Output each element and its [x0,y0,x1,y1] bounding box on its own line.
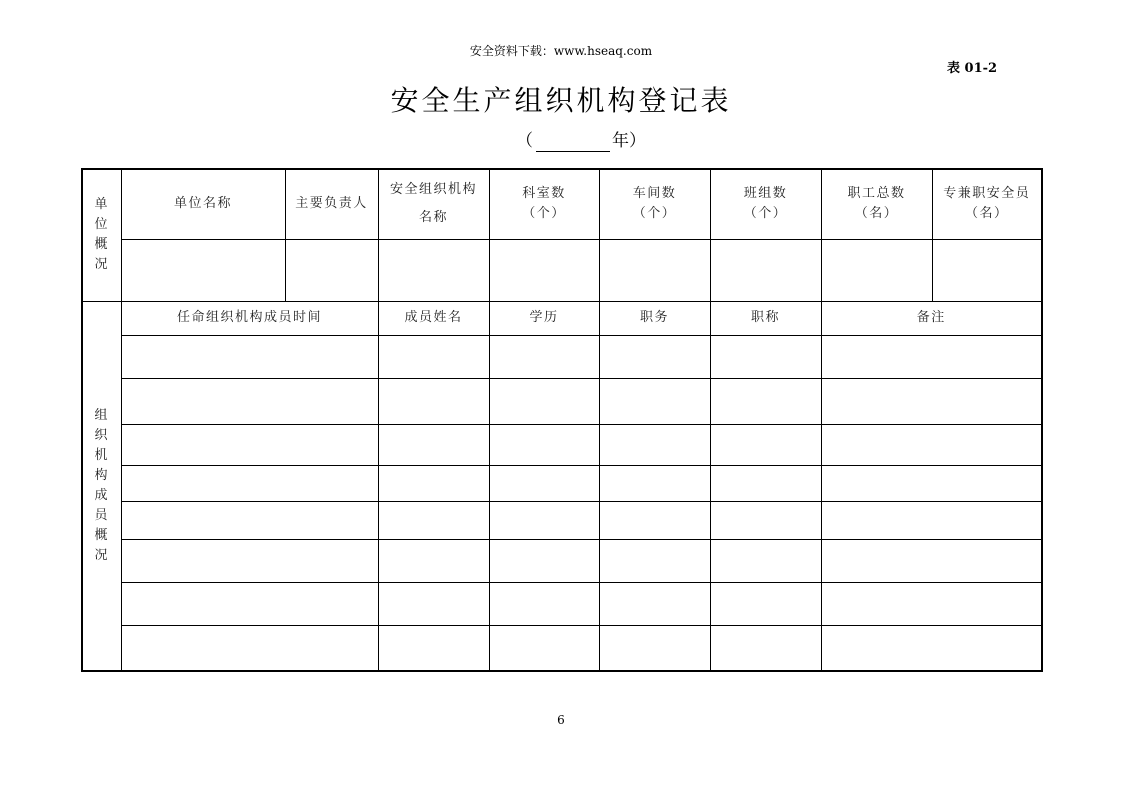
remarks-cell[interactable] [821,539,1042,582]
header-teams: 班组数 （个） [710,169,821,239]
education-cell[interactable] [489,424,599,465]
remarks-cell[interactable] [821,424,1042,465]
member-name-cell[interactable] [378,335,489,378]
education-cell[interactable] [489,501,599,539]
header-departments: 科室数 （个） [489,169,599,239]
appointment-time-cell[interactable] [121,378,378,424]
safety-org-name-cell[interactable] [378,239,489,301]
member-row [82,582,1042,625]
appointment-time-cell[interactable] [121,424,378,465]
education-cell[interactable] [489,625,599,671]
member-header-row [82,301,1042,335]
form-code: 表 01-2 [947,61,998,76]
title-cell[interactable] [710,465,821,501]
member-row [82,424,1042,465]
position-cell[interactable] [599,465,710,501]
member-name-cell[interactable] [378,582,489,625]
position-cell[interactable] [599,501,710,539]
remarks-cell[interactable] [821,582,1042,625]
appointment-time-cell[interactable] [121,539,378,582]
departments-cell[interactable] [489,239,599,301]
remarks-cell[interactable] [821,335,1042,378]
appointment-time-cell[interactable] [121,582,378,625]
member-name-cell[interactable] [378,625,489,671]
education-cell[interactable] [489,582,599,625]
member-row [82,465,1042,501]
year-suffix: 年） [612,131,646,151]
member-name-cell[interactable] [378,424,489,465]
member-row [82,378,1042,424]
header-principal: 主要负责人 [285,169,378,239]
member-row [82,335,1042,378]
remarks-cell[interactable] [821,378,1042,424]
header-total-staff: 职工总数 （名） [821,169,932,239]
header-site-text: 安全资料下载：www.hseaq.com [469,44,653,58]
education-cell[interactable] [489,539,599,582]
header-appointment-time: 任命组织机构成员时间 [121,301,378,335]
header-education: 学历 [489,301,599,335]
total-staff-cell[interactable] [821,239,932,301]
member-row [82,501,1042,539]
teams-cell[interactable] [710,239,821,301]
appointment-time-cell[interactable] [121,465,378,501]
appointment-time-cell[interactable] [121,625,378,671]
member-row [82,539,1042,582]
member-name-cell[interactable] [378,465,489,501]
education-cell[interactable] [489,335,599,378]
member-section-label-text: 组 织 机 构 成 员 概 况 [94,407,109,563]
appointment-time-cell[interactable] [121,335,378,378]
principal-cell[interactable] [285,239,378,301]
member-row [82,625,1042,671]
remarks-cell[interactable] [821,625,1042,671]
position-cell[interactable] [599,335,710,378]
position-cell[interactable] [599,378,710,424]
member-name-cell[interactable] [378,501,489,539]
unit-name-cell[interactable] [121,239,285,301]
remarks-cell[interactable] [821,465,1042,501]
remarks-cell[interactable] [821,501,1042,539]
page-title: 安全生产组织机构登记表 [390,84,732,117]
header-member-name: 成员姓名 [378,301,489,335]
title-cell[interactable] [710,501,821,539]
title-cell[interactable] [710,539,821,582]
title-cell[interactable] [710,625,821,671]
safety-officers-cell[interactable] [932,239,1042,301]
header-workshops: 车间数 （个） [599,169,710,239]
page-number: 6 [557,713,565,727]
year-blank-input[interactable] [536,131,610,152]
year-field [516,130,646,152]
registration-table [81,168,1043,672]
header-unit-name: 单位名称 [121,169,285,239]
member-section-label [82,301,121,671]
position-cell[interactable] [599,625,710,671]
member-name-cell[interactable] [378,378,489,424]
title-cell[interactable] [710,424,821,465]
education-cell[interactable] [489,378,599,424]
title-cell[interactable] [710,582,821,625]
title-cell[interactable] [710,335,821,378]
header-title: 职称 [710,301,821,335]
workshops-cell[interactable] [599,239,710,301]
appointment-time-cell[interactable] [121,501,378,539]
unit-header-row [82,169,1042,239]
unit-section-label-text: 单 位 概 况 [94,197,109,273]
unit-data-row [82,239,1042,301]
header-safety-officers: 专兼职安全员 （名） [932,169,1042,239]
education-cell[interactable] [489,465,599,501]
position-cell[interactable] [599,539,710,582]
position-cell[interactable] [599,582,710,625]
unit-section-label [82,169,121,301]
title-cell[interactable] [710,378,821,424]
header-safety-org-name: 安全组织机构 名称 [378,169,489,239]
header-position: 职务 [599,301,710,335]
year-open-paren: （ [516,131,533,151]
header-remarks: 备注 [821,301,1042,335]
member-name-cell[interactable] [378,539,489,582]
position-cell[interactable] [599,424,710,465]
